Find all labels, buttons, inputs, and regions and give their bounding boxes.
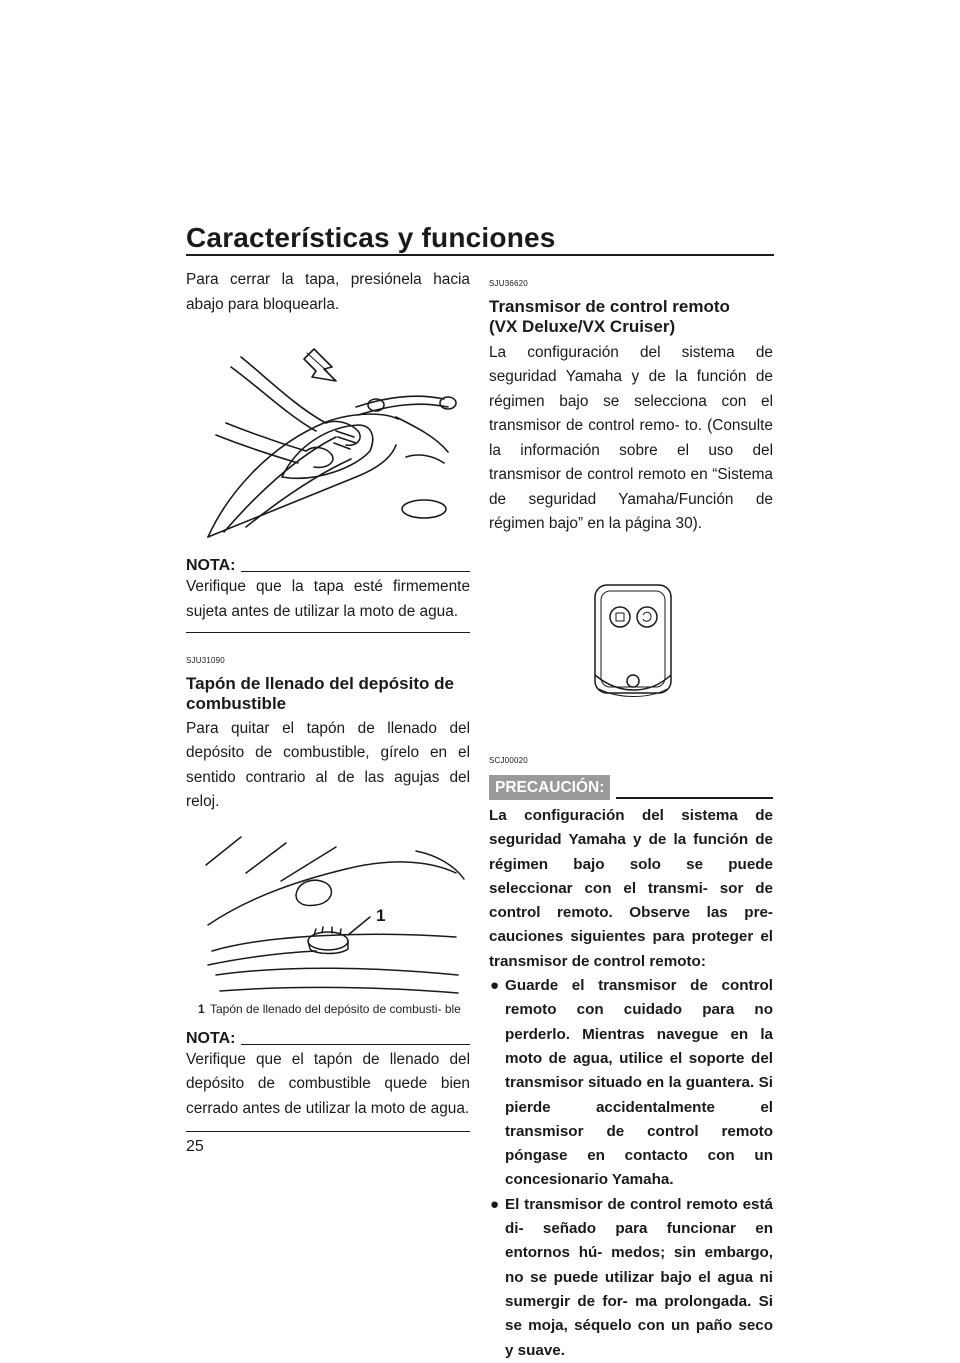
heading-remote-line-2: (VX Deluxe/VX Cruiser)	[489, 316, 676, 336]
note-2-header	[186, 1030, 470, 1048]
note-1-label: NOTA:	[186, 557, 236, 574]
caution-code: SCJ00020	[489, 755, 528, 765]
intro-paragraph: Para cerrar la tapa, presiónela hacia abajo para bloquearla.	[186, 271, 470, 313]
left-column	[186, 268, 470, 1132]
figure-remote-transmitter	[489, 571, 773, 741]
bullet-icon: ●	[490, 1195, 500, 1213]
figure-caption	[198, 1003, 470, 1016]
caution-header	[489, 775, 773, 800]
figure-closing-cover	[186, 327, 470, 547]
note-2-label: NOTA:	[186, 1029, 236, 1047]
caution-bullet-2: ● El transmisor de control remoto está di- señado para funcionar en entornos hú- medos; sin embargo, no se puede utilizar bajo el agua ni sumergir de for- ma prolongada. Si se moja, séquelo con un paño seco y suave.	[489, 1193, 773, 1363]
note-1-end-rule	[186, 632, 470, 633]
remote-paragraph: La configuración del sistema de seguridad Yamaha y de la función de régimen bajo se selecciona con el transmisor de control remo- to. (Consulte la información sobre el uso del transmisor de control remoto en “Sistema de seguridad Yamaha/Función de régimen bajo” en la página 30).	[489, 343, 773, 532]
caution-text: La configuración del sistema de seguridad Yamaha y de la función de régimen bajo solo se puede seleccionar con el transmi- sor de control remoto. Observe las pre- cauciones siguientes para proteger el transmisor de control remoto:	[489, 807, 773, 970]
note-1-header	[186, 557, 470, 575]
right-column	[489, 268, 773, 1363]
figure-callout-1: 1	[376, 905, 386, 925]
caption-number: 1	[198, 1001, 205, 1016]
section-code-remote: SJU36620	[489, 279, 528, 288]
note-2-text: Verifique que el tapón de llenado del depósito de combustible quede bien cerrado antes de utilizar la moto de agua.	[186, 1050, 470, 1117]
caption-text: Tapón de llenado del depósito de combusti- ble	[210, 1001, 461, 1016]
note-1-rule	[241, 571, 470, 572]
caution-bullet-list	[489, 974, 773, 1363]
fuel-cap-paragraph: Para quitar el tapón de llenado del depósito de combustible, gírelo en el sentido contrario al de las agujas del reloj.	[186, 719, 470, 810]
caution-label: PRECAUCIÓN:	[489, 775, 610, 800]
note-2-end-rule	[186, 1131, 470, 1132]
note-1-text: Verifique que la tapa esté firmemente sujeta antes de utilizar la moto de agua.	[186, 578, 470, 620]
bullet-icon: ●	[490, 977, 500, 995]
note-2-rule	[241, 1044, 470, 1045]
heading-remote-line-1: Transmisor de control remoto	[489, 296, 730, 316]
heading-fuel-cap: Tapón de llenado del depósito de combustible	[186, 673, 454, 713]
page-number: 25	[186, 1138, 204, 1155]
caution-bullet-1: ● Guarde el transmisor de control remoto con cuidado para no perderlo. Mientras navegue en la moto de agua, utilice el soporte del transmisor situado en la guantera. Si pierde accidentalmente el transmisor de control remoto póngase en contacto con un concesionario Yamaha.	[489, 974, 773, 1193]
section-code-fuel-cap: SJU31090	[186, 656, 225, 665]
caution-rule	[616, 797, 773, 799]
figure-fuel-cap	[186, 825, 470, 1003]
title-rule	[186, 254, 774, 256]
page-title: Características y funciones	[186, 222, 556, 253]
